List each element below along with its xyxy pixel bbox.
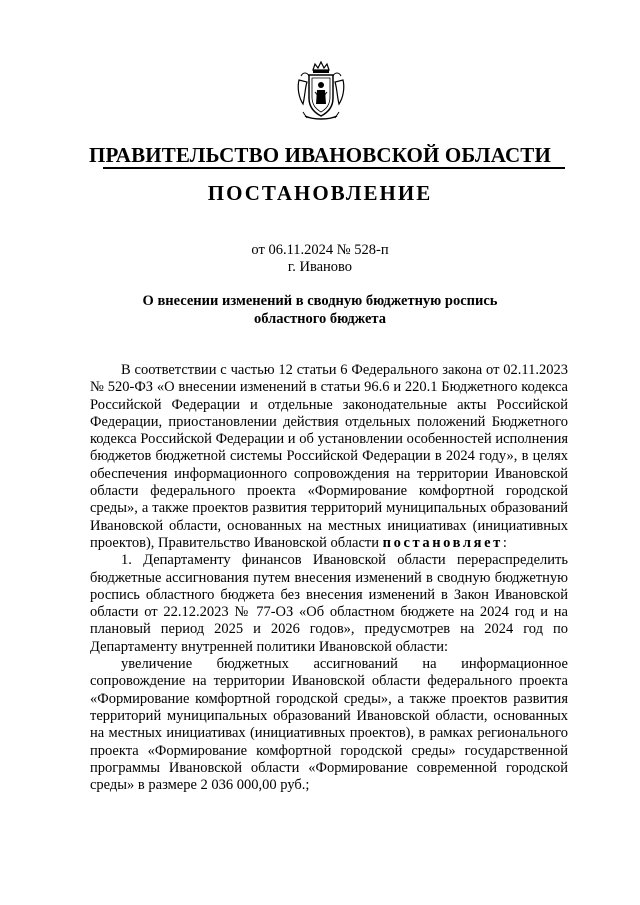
coat-of-arms-icon [295,60,347,122]
date-number: от 06.11.2024 № 528-п [251,242,389,258]
preamble-text: В соответствии с частью 12 статьи 6 Федерального закона от 02.11.2023 № 520-ФЗ «О внесении изменений в статьи 96.6 и 220.1 Бюджетного кодекса Российской Федерации и отдельные законодательные акты Российской Федерации, приостановлении действия отдельных положений Бюджетного кодекса Российской Федерации и об установлении особенностей исполнения бюджетов бюджетной системы Российской Федерации в 2024 году», в целях обеспечения информационного сопровождения на территории Ивановской области федерального проекта «Формирование комфортной городской среды», а также проектов развития территорий муниципальных образований Ивановской области, основанных на местных инициативах (инициативных проектов), Правительство Ивановской области [90,362,568,551]
title-underline [103,167,565,169]
document-type: ПОСТАНОВЛЕНИЕ [207,181,433,205]
document-subject [0,292,640,328]
item-1-subparagraph: увеличение бюджетных ассигнований на информационное сопровождение на территории Ивановской области федерального проекта «Формирование комфортной городской среды», а также проектов развития территорий муниципальных образований Ивановской области, основанных на местных инициативах (инициативных проектов), в рамках регионального проекта «Формирование комфортной городской среды» государственной программы Ивановской области «Формирование современной городской среды» в размере 2 036 000,00 руб.; [90,656,568,794]
government-title: ПРАВИТЕЛЬСТВО ИВАНОВСКОЙ ОБЛАСТИ [89,143,551,167]
preamble-paragraph [90,362,568,552]
decree-word: постановляет [382,534,503,551]
subject-line-2: областного бюджета [254,311,386,327]
city: г. Иваново [287,259,353,275]
document-body [90,362,568,794]
document-meta [0,242,640,276]
item-1-paragraph: 1. Департаменту финансов Ивановской области перераспределить бюджетные ассигнования путем внесения изменений в сводную бюджетную роспись областного бюджета без внесения изменений в Закон Ивановской области от 22.12.2023 № 77-ОЗ «Об областном бюджете на 2024 год и на плановый период 2025 и 2026 годов», предусмотрев на 2024 год по Департаменту внутренней политики Ивановской области: [90,552,568,655]
decree-colon: : [502,534,507,551]
subject-line-1: О внесении изменений в сводную бюджетную роспись [142,293,498,309]
